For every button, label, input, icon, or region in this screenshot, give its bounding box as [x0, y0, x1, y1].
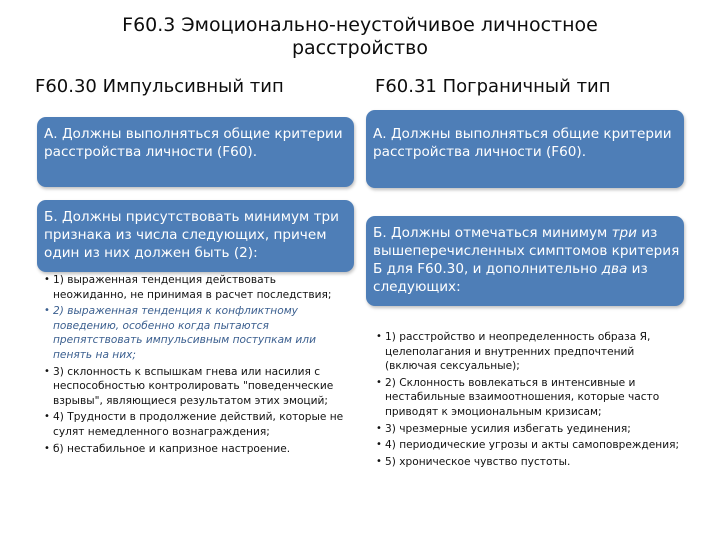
right-criterion-b-box	[366, 216, 684, 306]
list-item: • 1) выраженная тенденция действовать неожиданно, не принимая в расчет последствия;	[44, 273, 349, 302]
left-criterion-b-text: Б. Должны присутствовать минимум три признака из числа следующих, причем один из них должен быть (2):	[44, 209, 339, 261]
right-criteria-list	[376, 330, 681, 471]
right-criterion-a-box	[366, 110, 684, 188]
list-item: • 5) хроническое чувство пустоты.	[376, 455, 681, 470]
list-item: • 2) Склонность вовлекаться в интенсивные и нестабильные взаимоотношения, которые часто приводят к эмоциональным кризисам;	[376, 376, 681, 420]
slide-title: F60.3 Эмоционально-неустойчивое личностное расстройство	[122, 14, 598, 59]
list-item: • 2) выраженная тенденция к конфликтному поведению, особенно когда пытаются препятствовать импульсивным поступкам или пенять на них;	[44, 304, 349, 362]
left-criterion-a-box	[37, 117, 354, 187]
list-item: • б) нестабильное и капризное настроение.	[44, 442, 349, 457]
right-criterion-b-part1: Б. Должны отмечаться минимум	[373, 225, 612, 241]
left-criteria-list	[44, 273, 349, 458]
right-criterion-b-part2: из вышеперечисленных симптомов критерия Б для F60.30, и дополнительно	[373, 225, 680, 277]
list-item: • 3) склонность к вспышкам гнева или насилия с неспособностью контролировать "поведенческие взрывы", являющиеся результатом этих эмоций;	[44, 365, 349, 409]
left-criterion-b-box	[37, 200, 354, 272]
right-criterion-b-part3: из следующих:	[373, 261, 648, 295]
left-criterion-a-text: А. Должны выполняться общие критерии расстройства личности (F60).	[44, 126, 343, 160]
right-criterion-a-text: А. Должны выполняться общие критерии расстройства личности (F60).	[373, 126, 672, 160]
right-criterion-b-emphasis-three: три	[611, 225, 637, 241]
right-criterion-b-emphasis-two: два	[601, 261, 628, 277]
list-item: • 3) чрезмерные усилия избегать уединения;	[376, 422, 681, 437]
list-item: • 4) Трудности в продолжение действий, которые не сулят немедленного вознаграждения;	[44, 410, 349, 439]
list-item: • 4) периодические угрозы и акты самоповреждения;	[376, 438, 681, 453]
right-column-heading: F60.31 Пограничный тип	[375, 76, 611, 97]
right-criterion-b-text	[366, 216, 684, 296]
left-column-heading: F60.30 Импульсивный тип	[35, 76, 284, 97]
list-item: • 1) расстройство и неопределенность образа Я, целеполагания и внутренних предпочтений (включая сексуальные);	[376, 330, 681, 374]
